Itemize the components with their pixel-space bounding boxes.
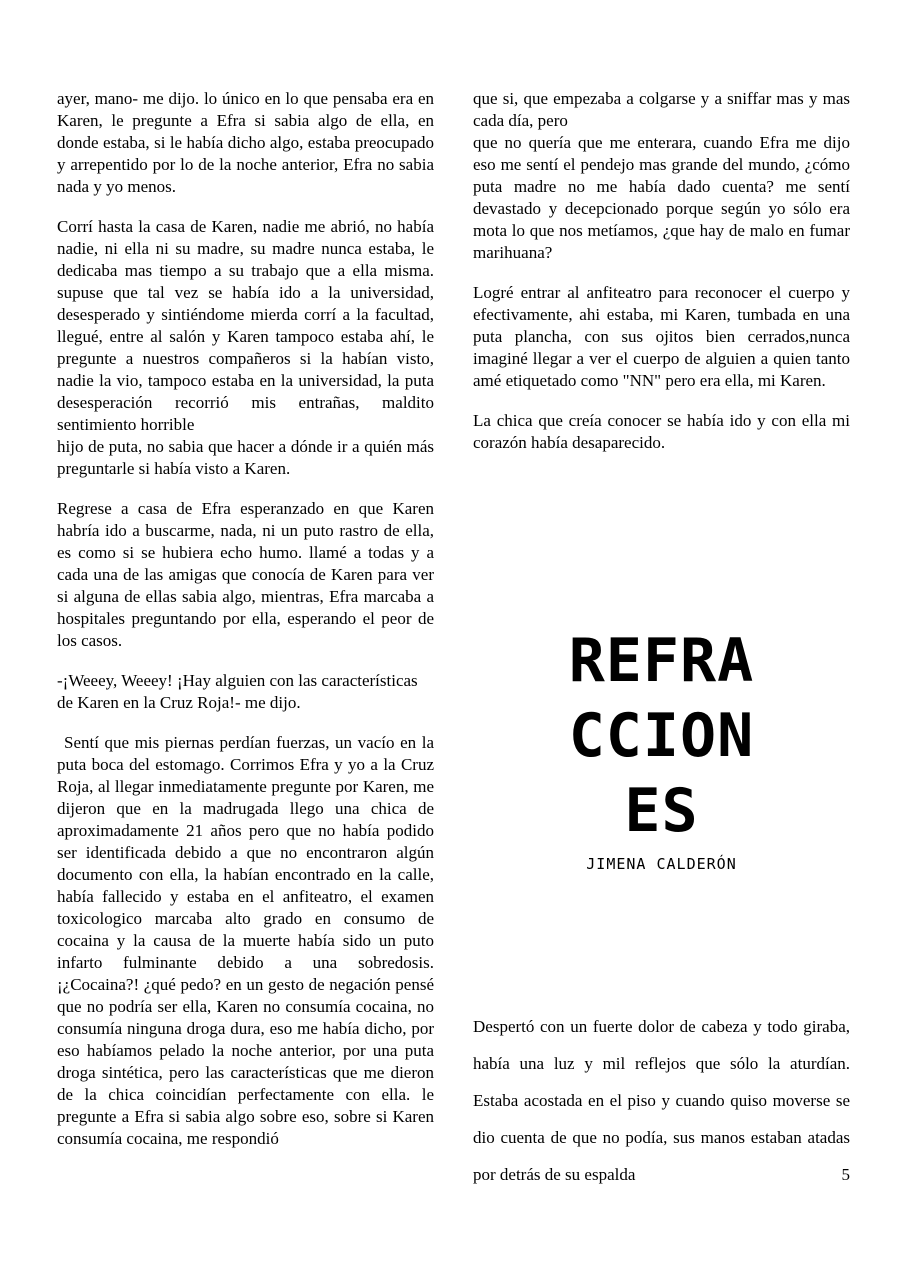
paragraph-senti: Sentí que mis piernas perdían fuerzas, un vacío en la puta boca del estomago. Corrimos Efra y yo a la Cruz Roja, al llegar inmediatamente pregunte por Karen, me dijeron que en la madrugada llego una chica de aproximadamente 21 años pero que no había podido ser identificada debido a que no encontraron algún documento con ella, la habían encontrado en la calle, había fallecido y estaba en el anfiteatro, el examen toxicologico marcaba alto grado en consumo de cocaina y la causa de la muerte había sido un puto infarto fulminante debido a una sobredosis. ¡¿Cocaina?! ¿qué pedo? en un gesto de negación pensé que no podría ser ella, Karen no consumía cocaina, no consumía ninguna droga dura, eso me había dicho, por eso habíamos pelado la noche anterior, por una puta droga sintética, pero las características que me dieron de la chica coincidían perfectamente con ella. le pregunte a Efra si sabia algo sobre eso, sobre si Karen consumía cocaina, me respondió [57, 733, 434, 1148]
title-line-1: REFRA [568, 626, 755, 696]
paragraph-segment: -¡Weeey, Weeey! ¡Hay alguien con las características [57, 671, 418, 690]
paragraph-la-chica: La chica que creía conocer se había ido y con ella mi corazón había desaparecido. [473, 411, 850, 452]
paragraph-regrese: Regrese a casa de Efra esperanzado en que Karen habría ido a buscarme, nada, ni un puto rastro de ella, es como si se hubiera echo humo. llamé a todas y a cada una de las amigas que conocía de Karen para ver si alguna de ellas sabia algo, mientras, Efra marcaba a hospitales preguntando por ella, esperando el peor de los casos. [57, 499, 434, 650]
paragraph-desperto: Despertó con un fuerte dolor de cabeza y todo giraba, había una luz y mil reflejos que sólo la aturdían. Estaba acostada en el piso y cuando quiso moverse se dio cuenta de que no podía, sus manos estaban atadas por detrás de su espalda [473, 1017, 850, 1184]
paragraph-segment: de Karen en la Cruz Roja!- me dijo. [57, 693, 301, 712]
story-title [473, 624, 850, 875]
paragraph-que-si [473, 88, 850, 264]
paragraph-logre-entrar: Logré entrar al anfiteatro para reconocer el cuerpo y efectivamente, ahi estaba, mi Karen, tumbada en una puta plancha, con sus ojitos bien cerrados,nunca imaginé llegar a ver el cuerpo de alguien a quien tanto amé etiquetado como "NN" pero era ella, mi Karen. [473, 283, 850, 390]
paragraph-weeey [57, 670, 434, 714]
title-line-2: CCION [568, 701, 755, 771]
paragraph-segment: que si, que empezaba a colgarse y a sniffar mas y mas cada día, pero [473, 89, 850, 130]
paragraph-segment: hijo de puta, no sabia que hacer a dónde ir a quién más preguntarle si había visto a Karen. [57, 437, 434, 478]
paragraph-ayer-mano: ayer, mano- me dijo. lo único en lo que pensaba era en Karen, le pregunte a Efra si sabia algo de ella, en donde estaba, si le había dicho algo, estaba preocupado y arrepentido por lo de la noche anterior, Efra no sabia nada y yo menos. [57, 89, 434, 196]
page-number: 5 [841, 1165, 850, 1184]
paragraph-corri-hasta [57, 216, 434, 480]
right-column [473, 88, 850, 1193]
author-byline: JIMENA CALDERÓN [586, 855, 737, 873]
paragraph-segment: que no quería que me enterara, cuando Efra me dijo eso me sentí el pendejo mas grande del mundo, ¿cómo puta madre no me había dado cuenta? me sentí devastado y decepcionado porque según yo sólo era mota lo que nos metíamos, ¿que hay de malo en fumar marihuana? [473, 133, 850, 262]
left-column [57, 88, 434, 1168]
paragraph-segment: Corrí hasta la casa de Karen, nadie me abrió, no había nadie, ni ella ni su madre, su madre nunca estaba, le dedicaba mas tiempo a su trabajo que a ella misma. supuse que tal vez se había ido a la universidad, desesperado y sintiéndome mierda corrí a la facultad, llegué, entre al salón y Karen tampoco estaba ahí, le pregunte a nuestros compañeros si la habían visto, nadie la vio, tampoco estaba en la universidad, la puta desesperación recorrió mis entrañas, maldito sentimiento horrible [57, 217, 434, 434]
title-line-3: ES [624, 776, 699, 846]
closing-block [473, 1008, 850, 1193]
